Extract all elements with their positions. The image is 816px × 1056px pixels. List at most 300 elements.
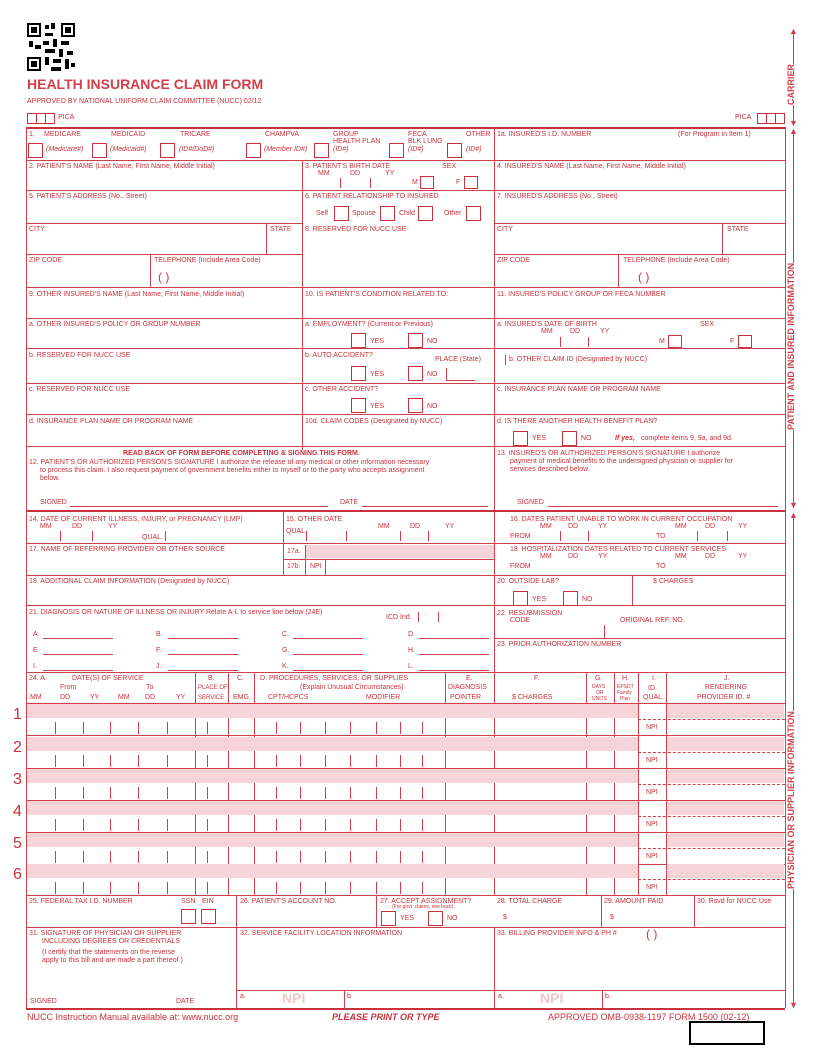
col-div-p2	[494, 512, 495, 672]
other-checkbox[interactable]	[447, 143, 462, 158]
box24-mm1: MM	[30, 694, 42, 701]
service-line-bottom	[26, 735, 785, 736]
box3-m: M	[412, 179, 418, 186]
employment-no: NO	[427, 338, 438, 345]
service-line-row[interactable]	[27, 880, 784, 894]
telephone-parens-right: ( )	[638, 270, 650, 284]
service-line-npi: NPI	[646, 724, 658, 731]
box20-div	[632, 575, 633, 605]
accept-no: NO	[447, 915, 458, 922]
row-line	[26, 160, 785, 161]
box24-h: H.	[622, 675, 629, 682]
approved-nucc: APPROVED BY NATIONAL UNIFORM CLAIM COMMITTEE (NUCC) 02/12	[27, 98, 262, 105]
row-line	[494, 223, 785, 224]
diag-f: F.	[156, 647, 162, 654]
service-line-number: 5	[13, 835, 22, 852]
box15-dd: DD	[410, 523, 421, 530]
diag-f-line[interactable]	[168, 654, 238, 655]
npi-watermark: NPI	[540, 990, 564, 1006]
diag-i-line[interactable]	[43, 670, 113, 671]
box14-yy: YY	[108, 523, 118, 530]
box33-a: a.	[498, 993, 504, 1000]
service-line-number: 2	[13, 739, 22, 756]
box24-qual: QUAL.	[643, 694, 665, 701]
box12-line1: 12. PATIENT'S OR AUTHORIZED PERSON'S SIGNATURE I authorize the release of any medical or other information necessary	[29, 459, 430, 466]
box23-label: 23. PRIOR AUTHORIZATION NUMBER	[497, 641, 622, 648]
insured-sex-m-checkbox[interactable]	[668, 335, 682, 348]
zip-label-right: ZIP CODE	[497, 257, 530, 264]
service-line-row[interactable]	[27, 753, 784, 767]
box31-date: DATE	[176, 998, 195, 1005]
employment-yes: YES	[370, 338, 385, 345]
auto-yes-checkbox[interactable]	[351, 366, 366, 381]
pica-box-left-3[interactable]	[45, 113, 55, 124]
insured-signature-line[interactable]	[548, 506, 778, 507]
box32-label: 32. SERVICE FACILITY LOCATION INFORMATION	[240, 930, 403, 937]
date-line[interactable]	[362, 506, 488, 507]
tricare-checkbox[interactable]	[160, 143, 175, 158]
another-plan-no-checkbox[interactable]	[562, 431, 577, 446]
box14-mm: MM	[40, 523, 52, 530]
box29-dollar: $	[610, 914, 614, 921]
box24-epsdt: EPSDT	[617, 684, 634, 690]
telephone-label-right: TELEPHONE (Include Area Code)	[623, 257, 730, 264]
other-accident-yes-checkbox[interactable]	[351, 398, 366, 413]
feca-label-2: BLK LUNG	[408, 138, 443, 145]
side-label-patient: PATIENT AND INSURED INFORMATION	[786, 262, 796, 430]
box17b: 17b.	[287, 563, 301, 570]
box11d-label: d. IS THERE ANOTHER HEALTH BENEFIT PLAN?	[497, 418, 658, 425]
box33-label: 33. BILLING PROVIDER INFO & PH #	[497, 930, 617, 937]
frame-right	[785, 127, 786, 1008]
outside-lab-no: NO	[582, 596, 593, 603]
box20-label: 20. OUTSIDE LAB?	[497, 578, 559, 585]
medicaid-checkbox[interactable]	[92, 143, 107, 158]
insured-address-input[interactable]	[497, 202, 782, 220]
qr-code-graphic	[27, 23, 75, 71]
arrow-up-icon: ▲	[789, 510, 798, 520]
service-line-npi: NPI	[646, 821, 658, 828]
insured-name-input[interactable]	[497, 172, 782, 188]
service-line-npi: NPI	[646, 789, 658, 796]
outside-lab-no-checkbox[interactable]	[563, 591, 578, 606]
diag-g: G.	[282, 647, 290, 654]
rel-self: Self	[316, 210, 329, 217]
service-line-shade	[27, 833, 638, 847]
row-line	[26, 348, 785, 349]
box13-signed: SIGNED	[517, 499, 544, 506]
box12-date: DATE	[340, 499, 359, 506]
zip-divider-right	[618, 254, 619, 287]
diag-d-line[interactable]	[419, 638, 489, 639]
box11a-m: M	[659, 338, 665, 345]
box16-label: 16. DATES PATIENT UNABLE TO WORK IN CURRENT OCCUPATION	[510, 516, 733, 523]
tick	[560, 337, 561, 347]
box24-a: 24. A.	[29, 675, 47, 682]
box3-label: 3. PATIENT'S BIRTH DATE	[305, 163, 391, 170]
diag-j: J.	[156, 663, 162, 670]
box14-qual: QUAL.	[142, 534, 164, 541]
box13-line1: 13. INSURED'S OR AUTHORIZED PERSON'S SIGNATURE I authorize	[497, 450, 721, 457]
col-div	[344, 990, 345, 1008]
rel-other: Other	[444, 210, 462, 217]
group-label-2: HEALTH PLAN	[333, 138, 381, 145]
col-div	[602, 990, 603, 1008]
box24-provider: PROVIDER ID. #	[697, 694, 751, 701]
box16-mm: MM	[540, 523, 552, 530]
box9c-label: c. RESERVED FOR NUCC USE	[29, 386, 130, 393]
box32-a: a.	[240, 993, 246, 1000]
box18-dd2: DD	[705, 553, 716, 560]
tick	[60, 531, 61, 541]
box24-mm2: MM	[118, 694, 130, 701]
rel-child-checkbox[interactable]	[418, 206, 433, 221]
diag-e-line[interactable]	[43, 654, 113, 655]
box24-units: UNITS	[592, 696, 607, 702]
tricare-label: TRICARE	[180, 131, 211, 138]
group-checkbox[interactable]	[314, 143, 329, 158]
row-line	[26, 575, 785, 576]
box24-dates: DATE(S) OF SERVICE	[72, 675, 144, 682]
box3-yy: YY	[385, 170, 395, 177]
other-accident-no: NO	[427, 403, 438, 410]
box17b-npi: NPI	[310, 563, 322, 570]
diag-e: E.	[33, 647, 40, 654]
service-line-row[interactable]	[27, 817, 784, 831]
box17-label: 17. NAME OF REFERRING PROVIDER OR OTHER SOURCE	[29, 546, 226, 553]
section-divider	[26, 510, 785, 512]
row-line	[283, 559, 494, 560]
champva-label: CHAMPVA	[265, 131, 300, 138]
medicare-label: MEDICARE	[44, 131, 81, 138]
diag-c: C.	[282, 631, 289, 638]
box24-yy2: YY	[176, 694, 186, 701]
box10d-label: 10d. CLAIM CODES (Designated by NUCC)	[305, 418, 443, 425]
other-accident-yes: YES	[370, 403, 385, 410]
outside-lab-yes: YES	[532, 596, 547, 603]
arrow-down-icon: ▼	[789, 500, 798, 510]
qr-code	[27, 23, 75, 71]
box8-label: 8. RESERVED FOR NUCC USE	[305, 226, 407, 233]
box11c-label: c. INSURANCE PLAN NAME OR PROGRAM NAME	[497, 386, 661, 393]
diag-c-line[interactable]	[293, 638, 363, 639]
diag-k: K.	[282, 663, 289, 670]
tick	[92, 531, 93, 541]
box25-ssn: SSN	[181, 898, 196, 905]
box12-line2: to process this claim. I also request payment of government benefits either to myself or to the party who accepts assignment	[40, 467, 425, 474]
box12-signed: SIGNED	[40, 499, 67, 506]
box5-label: 5. PATIENT'S ADDRESS (No., Street)	[29, 193, 147, 200]
diag-a-line[interactable]	[43, 638, 113, 639]
box24-b: B.	[208, 675, 215, 682]
box14-dd: DD	[72, 523, 83, 530]
box13-line3: services described below.	[510, 466, 590, 473]
sex-f-checkbox[interactable]	[464, 176, 478, 189]
tick	[346, 531, 347, 541]
box11-label: 11. INSURED'S POLICY GROUP OR FECA NUMBER	[497, 291, 666, 298]
feca-id: (ID#)	[408, 146, 424, 153]
footer-approved: APPROVED OMB-0938-1197 FORM 1500 (02-12)	[548, 1012, 750, 1022]
box31-line3: (I certify that the statements on the reverse	[42, 949, 176, 956]
box12-line3: below.	[40, 475, 60, 482]
auto-no: NO	[427, 371, 438, 378]
employment-yes-checkbox[interactable]	[351, 333, 366, 348]
row-line	[26, 383, 785, 384]
npi-watermark: NPI	[282, 990, 306, 1006]
diag-a: A.	[33, 631, 40, 638]
row-line	[26, 605, 785, 606]
accept-yes: YES	[400, 915, 415, 922]
another-plan-yes: YES	[532, 435, 547, 442]
champva-checkbox[interactable]	[246, 143, 261, 158]
medicare-id: (Medicare#)	[46, 146, 84, 153]
box32-b: b.	[347, 993, 353, 1000]
box24-days: DAYS	[592, 684, 606, 690]
box24-from: From	[60, 684, 77, 691]
service-line-shade-npi	[667, 864, 784, 878]
accept-yes-checkbox[interactable]	[381, 911, 396, 926]
state-label: STATE	[270, 226, 292, 233]
auto-yes: YES	[370, 371, 385, 378]
box24-cpt: CPT/HCPCS	[268, 694, 309, 701]
row-line	[26, 672, 785, 673]
row-line	[26, 446, 785, 447]
box26-label: 26. PATIENT'S ACCOUNT NO.	[240, 898, 337, 905]
tick	[400, 531, 401, 541]
telephone-parens: ( )	[158, 270, 170, 284]
pica-box-right-3[interactable]	[775, 113, 785, 124]
box24-charges: $ CHARGES	[512, 694, 553, 701]
box21-label: 21. DIAGNOSIS OR NATURE OF ILLNESS OR INJURY Relate A-L to service line below (24E)	[29, 609, 323, 616]
box19-label: 19. ADDITIONAL CLAIM INFORMATION (Designated by NUCC)	[29, 578, 230, 585]
tick	[325, 560, 326, 575]
box24-e: E.	[466, 675, 473, 682]
tick	[370, 178, 371, 188]
if-yes-rest: complete items 9, 9a, and 9d.	[641, 435, 733, 442]
rel-spouse-checkbox[interactable]	[380, 206, 395, 221]
tick	[727, 531, 728, 541]
diag-b-line[interactable]	[168, 638, 238, 639]
other-label: OTHER	[466, 131, 491, 138]
box16-yy2: YY	[738, 523, 748, 530]
pica-label-left: PICA	[58, 114, 75, 121]
box10a-label: a. EMPLOYMENT? (Current or Previous)	[305, 321, 433, 328]
box11a-dd: DD	[570, 328, 581, 335]
box24-i: I.	[652, 675, 656, 682]
other-id: (ID#)	[466, 146, 482, 153]
box2-label: 2. PATIENT'S NAME (Last Name, First Name, Middle Initial)	[29, 163, 215, 170]
box24-modifier: MODIFIER	[366, 694, 401, 701]
box18-to: TO	[656, 563, 666, 570]
ssn-checkbox[interactable]	[181, 909, 196, 924]
medicare-checkbox[interactable]	[28, 143, 43, 158]
rel-child: Child	[399, 210, 415, 217]
diag-l: L.	[408, 663, 414, 670]
box24-dd1: DD	[60, 694, 71, 701]
box15-mm: MM	[378, 523, 390, 530]
city-label: CITY	[29, 226, 45, 233]
box1-label: 1.	[29, 131, 35, 138]
box24-to: To	[146, 684, 154, 691]
rel-self-checkbox[interactable]	[334, 206, 349, 221]
another-plan-yes-checkbox[interactable]	[513, 431, 528, 446]
champva-id: (Member ID#)	[264, 146, 308, 153]
other-accident-no-checkbox[interactable]	[408, 398, 423, 413]
service-line-number: 3	[13, 771, 22, 788]
read-back: READ BACK OF FORM BEFORE COMPLETING & SIGNING THIS FORM.	[123, 450, 360, 457]
arrow-down-icon: ▼	[789, 118, 798, 128]
col-div	[601, 895, 602, 927]
service-line-row[interactable]	[27, 785, 784, 799]
zip-divider	[150, 254, 151, 287]
service-line-shade-npi	[667, 704, 784, 718]
tick	[604, 625, 605, 638]
accept-no-checkbox[interactable]	[428, 911, 443, 926]
box9a-label: a. OTHER INSURED'S POLICY OR GROUP NUMBER	[29, 321, 201, 328]
rel-other-checkbox[interactable]	[466, 206, 481, 221]
feca-checkbox[interactable]	[389, 143, 404, 158]
service-line-npi: NPI	[646, 884, 658, 891]
place-state: PLACE (State)	[435, 356, 481, 363]
service-line-number: 4	[13, 803, 22, 820]
box13-line2: payment of medical benefits to the undersigned physician or supplier for	[510, 458, 733, 465]
diag-g-line[interactable]	[293, 654, 363, 655]
diag-i: I.	[33, 663, 37, 670]
box24-f: F.	[534, 675, 540, 682]
box31-signed: SIGNED	[30, 998, 57, 1005]
box31-line2: INCLUDING DEGREES OR CREDENTIALS	[42, 938, 181, 945]
col-div	[376, 895, 377, 927]
tick	[418, 612, 419, 622]
service-line-shade	[27, 801, 638, 815]
box24-plan: Plan	[620, 696, 631, 702]
box24-yy1: YY	[90, 694, 100, 701]
box11a-yy: YY	[600, 328, 610, 335]
footer-nucc: NUCC Instruction Manual available at: www.nucc.org	[27, 1012, 239, 1022]
if-yes: If yes,	[615, 435, 635, 442]
tick	[305, 545, 306, 575]
box24-service: SERVICE	[198, 695, 225, 701]
diag-k-line[interactable]	[293, 670, 363, 671]
outside-lab-yes-checkbox[interactable]	[513, 591, 528, 606]
box16-dd2: DD	[705, 523, 716, 530]
box33-b: b.	[605, 993, 611, 1000]
place-state-input[interactable]	[446, 368, 475, 381]
box1a-input[interactable]	[497, 142, 782, 158]
city-label-right: CITY	[497, 226, 513, 233]
box18-from: FROM	[510, 563, 531, 570]
diag-l-line[interactable]	[419, 670, 489, 671]
footer-print: PLEASE PRINT OR TYPE	[332, 1012, 440, 1022]
patient-address-input[interactable]	[29, 202, 299, 220]
box24-dd2: DD	[145, 694, 156, 701]
box18-yy2: YY	[738, 553, 748, 560]
service-line-shade	[27, 737, 638, 751]
row-line	[26, 543, 785, 544]
box22-label: 22. RESUBMISSION	[497, 610, 563, 617]
service-line-row[interactable]	[27, 849, 784, 863]
box24-c: C.	[237, 675, 244, 682]
arrow-down-icon: ▼	[789, 1000, 798, 1010]
telephone-label: TELEPHONE (Include Area Code)	[154, 257, 261, 264]
insured-sex-f-checkbox[interactable]	[738, 335, 752, 348]
tick	[588, 337, 589, 347]
pica-label-right: PICA	[735, 114, 752, 121]
state-divider-right	[722, 223, 723, 254]
patient-name-input[interactable]	[29, 172, 299, 188]
tick	[165, 531, 166, 541]
signature-line[interactable]	[70, 506, 328, 507]
medicaid-label: MEDICAID	[111, 131, 146, 138]
diag-b: B.	[156, 631, 163, 638]
arrow-up-icon: ▲	[789, 26, 798, 36]
service-line-shade	[27, 864, 638, 878]
service-line-npi: NPI	[646, 757, 658, 764]
box7-label: 7. INSURED'S ADDRESS (No., Street)	[497, 193, 618, 200]
box31-line1: 31. SIGNATURE OF PHYSICIAN OR SUPPLIER	[29, 930, 182, 937]
service-line-row[interactable]	[27, 720, 784, 734]
tricare-id: (ID#/DoD#)	[179, 146, 215, 153]
medicaid-id: (Medicaid#)	[110, 146, 147, 153]
box24-j: J.	[724, 675, 730, 682]
diag-h-line[interactable]	[419, 654, 489, 655]
frame-top	[26, 127, 785, 129]
box28-label: 28. TOTAL CHARGE	[497, 898, 563, 905]
service-line-shade	[27, 704, 638, 718]
auto-no-checkbox[interactable]	[408, 366, 423, 381]
box24-or: OR	[596, 690, 604, 696]
box29-label: 29. AMOUNT PAID	[604, 898, 664, 905]
col-div	[494, 927, 495, 1008]
service-line-shade	[27, 769, 638, 783]
row-line	[236, 990, 785, 991]
box15-qual: QUAL.	[286, 528, 308, 535]
tick	[505, 355, 506, 365]
group-label: GROUP	[333, 131, 359, 138]
tick	[340, 178, 341, 188]
row-line	[494, 638, 785, 639]
zip-label: ZIP CODE	[29, 257, 62, 264]
box24-rendering: RENDERING	[705, 684, 748, 691]
row-line	[494, 254, 785, 255]
row-line	[26, 318, 785, 319]
row-line	[26, 414, 785, 415]
box33-parens: ( )	[646, 927, 658, 941]
box24-id: ID.	[648, 685, 657, 692]
state-divider	[266, 223, 267, 254]
ein-checkbox[interactable]	[201, 909, 216, 924]
tick	[428, 531, 429, 541]
box18-dd: DD	[568, 553, 579, 560]
box24-place: PLACE OF	[198, 685, 228, 691]
frame-bottom	[26, 1008, 785, 1010]
box14-label: 14. DATE OF CURRENT ILLNESS, INJURY, or PREGNANCY (LMP)	[29, 516, 243, 523]
box1a-label: 1a. INSURED'S I.D. NUMBER	[497, 131, 592, 138]
box16-mm2: MM	[675, 523, 687, 530]
diag-j-line[interactable]	[168, 670, 238, 671]
row-line	[26, 287, 785, 288]
tick	[438, 612, 439, 622]
box10-label: 10. IS PATIENT'S CONDITION RELATED TO:	[305, 291, 449, 298]
box10c-label: c. OTHER ACCIDENT?	[305, 386, 379, 393]
tick	[697, 531, 698, 541]
box16-dd: DD	[568, 523, 579, 530]
sex-m-checkbox[interactable]	[420, 176, 434, 189]
box15-yy: YY	[445, 523, 455, 530]
box11a-sex: SEX	[700, 321, 715, 328]
employment-no-checkbox[interactable]	[408, 333, 423, 348]
bottom-black-box	[689, 1021, 765, 1045]
